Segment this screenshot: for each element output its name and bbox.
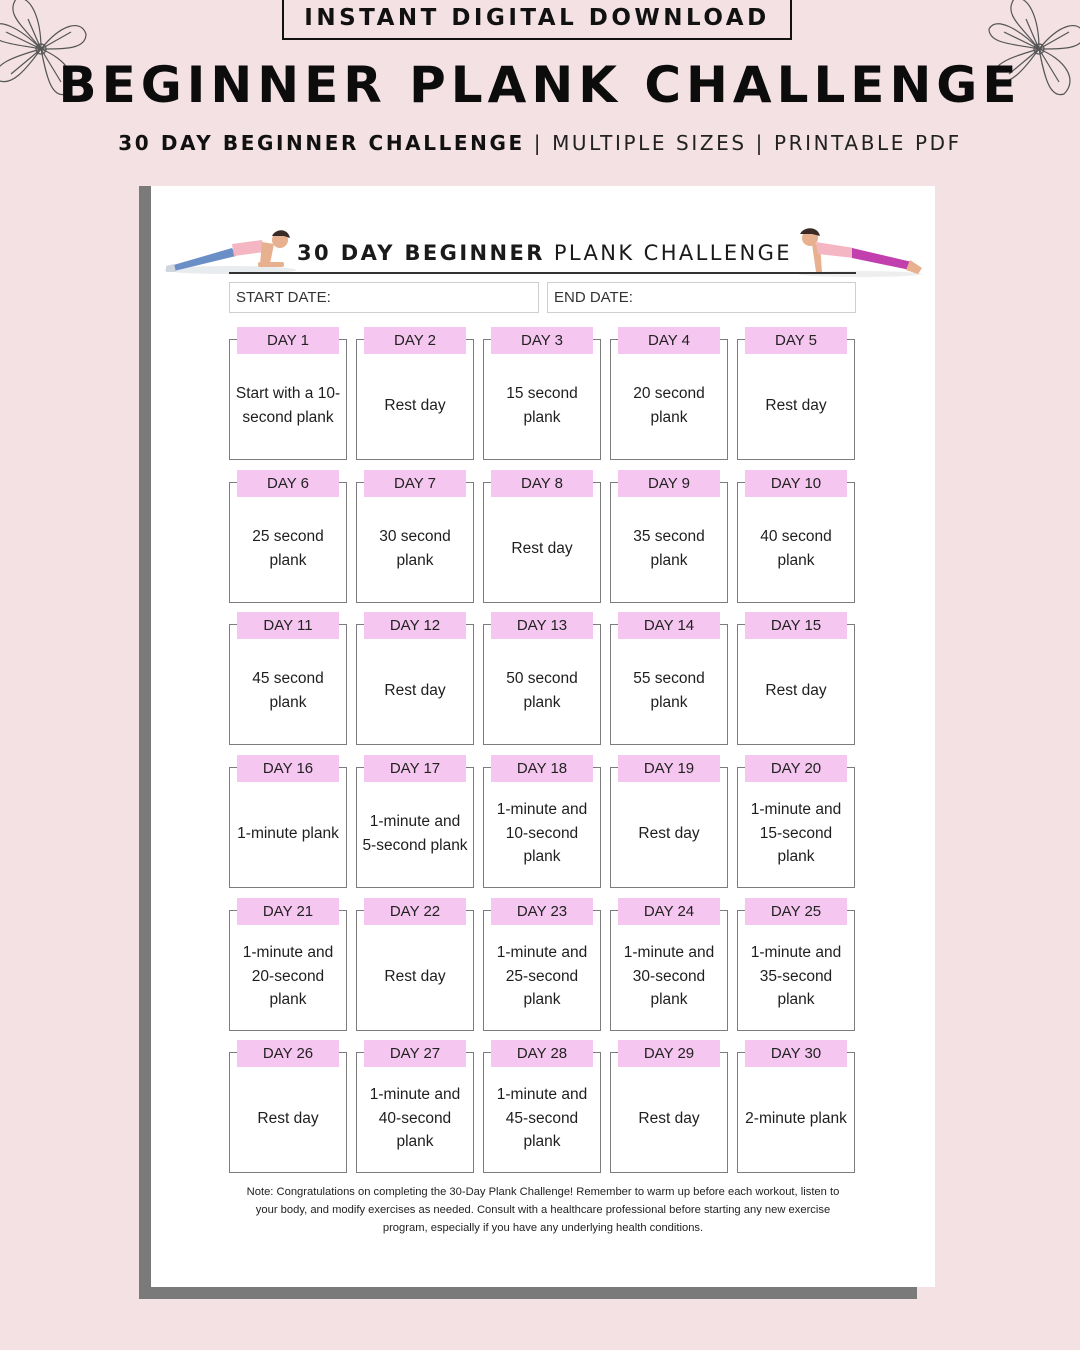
day-task: Rest day [483, 482, 601, 603]
day-label: DAY 28 [491, 1040, 593, 1067]
day-task: 1-minute and 40-second plank [356, 1052, 474, 1173]
day-label: DAY 12 [364, 612, 466, 639]
day-label: DAY 5 [745, 327, 847, 354]
day-cell [229, 755, 347, 888]
challenge-note: Note: Congratulations on completing the 30-Day Plank Challenge! Remember to warm up before each workout, listen to your body, and modify exercises as needed. Consult with a healthcare professional before starting any new exercise program, especially if you have any underlying health conditions. [246, 1186, 840, 1234]
day-label: DAY 8 [491, 470, 593, 497]
day-task: 40 second plank [737, 482, 855, 603]
day-label: DAY 16 [237, 755, 339, 782]
day-cell [737, 470, 855, 603]
day-cell [610, 898, 728, 1031]
day-task: Rest day [610, 1052, 728, 1173]
day-cell [737, 327, 855, 460]
woman-high-plank-icon [794, 226, 926, 278]
day-task: 55 second plank [610, 624, 728, 745]
day-label: DAY 18 [491, 755, 593, 782]
day-cell [610, 755, 728, 888]
title-divider [229, 272, 856, 274]
day-task: Rest day [737, 624, 855, 745]
day-label: DAY 4 [618, 327, 720, 354]
day-task: Rest day [356, 910, 474, 1031]
day-task: 1-minute and 35-second plank [737, 910, 855, 1031]
day-label: DAY 26 [237, 1040, 339, 1067]
day-task: Start with a 10-second plank [229, 339, 347, 460]
day-cell [229, 898, 347, 1031]
day-label: DAY 25 [745, 898, 847, 925]
day-cell [483, 470, 601, 603]
day-task: Rest day [356, 624, 474, 745]
day-cell [610, 612, 728, 745]
day-task: Rest day [737, 339, 855, 460]
day-task: 1-minute and 15-second plank [737, 767, 855, 888]
day-cell [737, 612, 855, 745]
day-label: DAY 10 [745, 470, 847, 497]
page-title: BEGINNER PLANK CHALLENGE [58, 56, 1022, 114]
day-label: DAY 11 [237, 612, 339, 639]
day-label: DAY 1 [237, 327, 339, 354]
day-task: Rest day [356, 339, 474, 460]
day-label: DAY 9 [618, 470, 720, 497]
day-label: DAY 6 [237, 470, 339, 497]
day-cell [737, 1040, 855, 1173]
day-task: 45 second plank [229, 624, 347, 745]
day-label: DAY 19 [618, 755, 720, 782]
day-task: 1-minute and 20-second plank [229, 910, 347, 1031]
day-cell [356, 898, 474, 1031]
instant-download-badge: INSTANT DIGITAL DOWNLOAD [282, 0, 792, 40]
day-cell [610, 327, 728, 460]
start-date-field[interactable]: START DATE: [229, 282, 539, 313]
day-task: 25 second plank [229, 482, 347, 603]
sheet-title-bold: 30 DAY BEGINNER [297, 241, 545, 265]
day-task: 1-minute and 25-second plank [483, 910, 601, 1031]
day-cell [483, 755, 601, 888]
day-label: DAY 27 [364, 1040, 466, 1067]
page-subtitle [0, 131, 1080, 155]
woman-forearm-plank-icon [162, 226, 298, 276]
day-label: DAY 7 [364, 470, 466, 497]
day-cell [483, 612, 601, 745]
end-date-field[interactable]: END DATE: [547, 282, 856, 313]
day-task: 2-minute plank [737, 1052, 855, 1173]
day-label: DAY 14 [618, 612, 720, 639]
day-task: 50 second plank [483, 624, 601, 745]
day-task: 1-minute and 45-second plank [483, 1052, 601, 1173]
day-grid [229, 327, 856, 1173]
day-task: 35 second plank [610, 482, 728, 603]
day-label: DAY 23 [491, 898, 593, 925]
day-cell [483, 898, 601, 1031]
day-task: 15 second plank [483, 339, 601, 460]
day-label: DAY 22 [364, 898, 466, 925]
day-cell [229, 470, 347, 603]
subtitle-highlight: 30 DAY BEGINNER CHALLENGE [118, 131, 525, 155]
day-cell [229, 612, 347, 745]
day-cell [737, 898, 855, 1031]
day-task: Rest day [229, 1052, 347, 1173]
day-task: 30 second plank [356, 482, 474, 603]
day-task: Rest day [610, 767, 728, 888]
day-task: 20 second plank [610, 339, 728, 460]
day-cell [737, 755, 855, 888]
day-task: 1-minute and 10-second plank [483, 767, 601, 888]
day-label: DAY 2 [364, 327, 466, 354]
day-label: DAY 13 [491, 612, 593, 639]
day-task: 1-minute and 30-second plank [610, 910, 728, 1031]
day-label: DAY 24 [618, 898, 720, 925]
day-label: DAY 29 [618, 1040, 720, 1067]
day-label: DAY 3 [491, 327, 593, 354]
day-cell [610, 1040, 728, 1173]
day-cell [356, 470, 474, 603]
sheet-title-rest: PLANK CHALLENGE [544, 241, 792, 265]
subtitle-details: | MULTIPLE SIZES | PRINTABLE PDF [524, 131, 962, 155]
day-label: DAY 17 [364, 755, 466, 782]
day-task: 1-minute and 5-second plank [356, 767, 474, 888]
day-label: DAY 21 [237, 898, 339, 925]
day-label: DAY 20 [745, 755, 847, 782]
day-cell [483, 327, 601, 460]
day-cell [356, 755, 474, 888]
day-cell [356, 612, 474, 745]
day-task: 1-minute plank [229, 767, 347, 888]
day-cell [229, 327, 347, 460]
day-label: DAY 15 [745, 612, 847, 639]
day-cell [610, 470, 728, 603]
day-cell [356, 1040, 474, 1173]
day-label: DAY 30 [745, 1040, 847, 1067]
day-cell [356, 327, 474, 460]
day-cell [229, 1040, 347, 1173]
day-cell [483, 1040, 601, 1173]
sheet-title [297, 241, 797, 265]
